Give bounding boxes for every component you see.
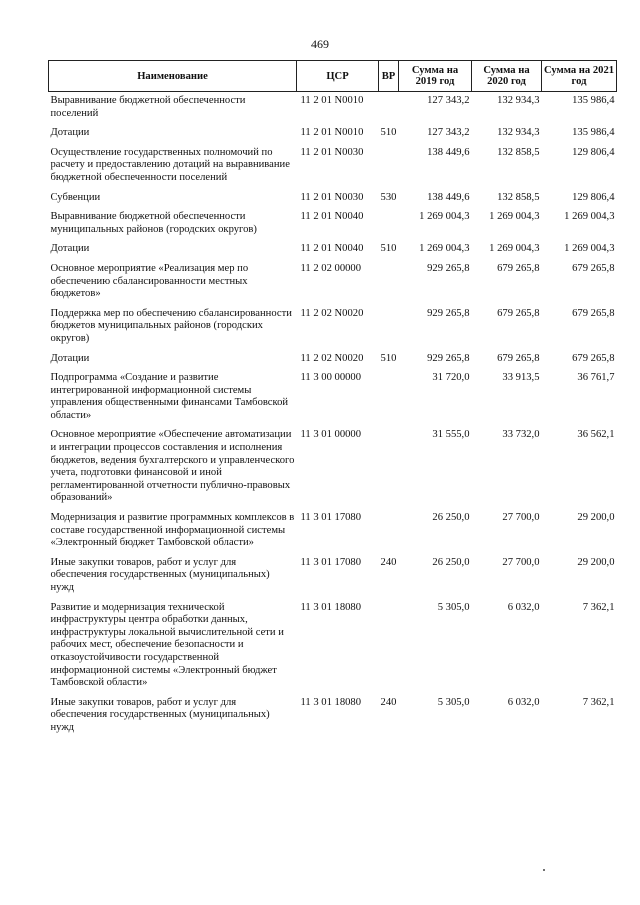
table-row xyxy=(49,240,617,260)
cell-sum-2019: 929 265,8 xyxy=(427,307,470,319)
table-row xyxy=(49,554,617,599)
cell-sum-2021: 29 200,0 xyxy=(577,556,615,568)
cell-sum-2019: 26 250,0 xyxy=(432,512,470,524)
cell-csr: 11 2 02 00000 xyxy=(300,262,362,274)
cell-csr: 11 3 01 18080 xyxy=(300,601,362,613)
cell-sum-2019: 1 269 004,3 xyxy=(419,211,470,223)
scan-speck xyxy=(543,869,545,871)
cell-sum-2019: 1 269 004,3 xyxy=(419,243,470,255)
cell-vr xyxy=(379,305,399,350)
cell-name: Иные закупки товаров, работ и услуг для обеспечения государственных (муниципальных) нужд xyxy=(50,556,270,593)
table-row xyxy=(49,92,617,125)
cell-csr: 11 2 01 N0040 xyxy=(300,243,364,255)
table-row xyxy=(49,305,617,350)
page-number: 469 xyxy=(311,37,329,51)
cell-sum-2021: 135 986,4 xyxy=(572,127,615,139)
cell-name: Субвенции xyxy=(50,191,101,203)
cell-csr: 11 3 00 00000 xyxy=(300,372,362,384)
cell-vr xyxy=(379,208,399,240)
cell-vr xyxy=(379,144,399,189)
cell-sum-2021: 679 265,8 xyxy=(572,307,615,319)
cell-csr: 11 3 01 18080 xyxy=(300,696,362,708)
table-row xyxy=(49,350,617,370)
cell-sum-2021: 129 806,4 xyxy=(572,191,615,203)
header-row xyxy=(49,61,617,92)
cell-vr: 240 xyxy=(380,556,397,568)
cell-sum-2021: 36 562,1 xyxy=(577,429,615,441)
cell-csr: 11 3 01 17080 xyxy=(300,512,362,524)
cell-name: Подпрограмма «Создание и развитие интегрированной информационной системы управления общественными финансами Тамбовской области» xyxy=(50,372,289,421)
cell-name: Поддержка мер по обеспечению сбалансированности бюджетов муниципальных районов (городских округов) xyxy=(50,307,292,344)
cell-sum-2019: 5 305,0 xyxy=(437,601,470,613)
cell-sum-2020: 1 269 004,3 xyxy=(489,211,540,223)
cell-sum-2020: 132 934,3 xyxy=(497,127,540,139)
cell-sum-2020: 679 265,8 xyxy=(497,262,540,274)
cell-vr: 510 xyxy=(380,127,397,139)
header-sum-2021: Сумма на 2021 год xyxy=(542,61,617,92)
cell-vr: 530 xyxy=(380,191,397,203)
cell-sum-2021: 679 265,8 xyxy=(572,262,615,274)
cell-csr: 11 2 01 N0030 xyxy=(300,191,364,203)
cell-name: Иные закупки товаров, работ и услуг для обеспечения государственных (муниципальных) нужд xyxy=(50,696,270,733)
header-csr: ЦСР xyxy=(297,61,379,92)
header-sum-2020: Сумма на 2020 год xyxy=(472,61,542,92)
cell-csr: 11 2 01 N0030 xyxy=(300,146,364,158)
cell-name: Выравнивание бюджетной обеспеченности поселений xyxy=(50,95,246,119)
cell-sum-2021: 29 200,0 xyxy=(577,512,615,524)
table-row xyxy=(49,189,617,209)
table-row xyxy=(49,124,617,144)
cell-sum-2021: 679 265,8 xyxy=(572,352,615,364)
table-row xyxy=(49,208,617,240)
cell-sum-2019: 929 265,8 xyxy=(427,262,470,274)
table-row xyxy=(49,599,617,694)
table-body xyxy=(49,92,617,739)
cell-name: Осуществление государственных полномочий по расчету и предоставлению дотаций на выравнивание бюджетной обеспеченности поселений xyxy=(50,146,290,183)
header-sum-2019: Сумма на 2019 год xyxy=(399,61,472,92)
cell-sum-2021: 7 362,1 xyxy=(582,696,615,708)
cell-name: Дотации xyxy=(50,243,90,255)
cell-sum-2021: 1 269 004,3 xyxy=(564,211,615,223)
cell-sum-2020: 33 732,0 xyxy=(502,429,540,441)
cell-vr xyxy=(379,426,399,509)
cell-sum-2020: 132 858,5 xyxy=(497,146,540,158)
cell-csr: 11 2 01 N0040 xyxy=(300,211,364,223)
cell-sum-2021: 36 761,7 xyxy=(577,372,615,384)
cell-sum-2019: 31 720,0 xyxy=(432,372,470,384)
cell-sum-2020: 27 700,0 xyxy=(502,556,540,568)
cell-sum-2020: 679 265,8 xyxy=(497,352,540,364)
cell-sum-2020: 27 700,0 xyxy=(502,512,540,524)
cell-sum-2019: 138 449,6 xyxy=(427,191,470,203)
cell-sum-2021: 135 986,4 xyxy=(572,95,615,106)
cell-sum-2019: 5 305,0 xyxy=(437,696,470,708)
cell-sum-2019: 31 555,0 xyxy=(432,429,470,441)
table-row xyxy=(49,509,617,554)
budget-table xyxy=(48,60,617,739)
cell-vr xyxy=(379,509,399,554)
cell-sum-2020: 6 032,0 xyxy=(507,601,540,613)
cell-csr: 11 2 01 N0010 xyxy=(300,95,364,106)
table-row xyxy=(49,144,617,189)
cell-csr: 11 2 01 N0010 xyxy=(300,127,364,139)
cell-sum-2020: 1 269 004,3 xyxy=(489,243,540,255)
cell-name: Основное мероприятие «Реализация мер по обеспечению сбалансированности местных бюджетов» xyxy=(50,262,249,300)
cell-sum-2019: 127 343,2 xyxy=(427,95,470,106)
header-vr: ВР xyxy=(379,61,399,92)
table-row xyxy=(49,426,617,509)
cell-csr: 11 3 01 17080 xyxy=(300,556,362,568)
cell-sum-2019: 26 250,0 xyxy=(432,556,470,568)
cell-vr: 240 xyxy=(380,696,397,708)
cell-sum-2020: 679 265,8 xyxy=(497,307,540,319)
cell-sum-2020: 132 934,3 xyxy=(497,95,540,106)
cell-name: Дотации xyxy=(50,127,90,139)
cell-sum-2020: 132 858,5 xyxy=(497,191,540,203)
cell-csr: 11 3 01 00000 xyxy=(300,429,362,441)
cell-name: Выравнивание бюджетной обеспеченности муниципальных районов (городских округов) xyxy=(50,211,257,235)
cell-sum-2021: 1 269 004,3 xyxy=(564,243,615,255)
cell-vr xyxy=(379,260,399,305)
cell-sum-2019: 127 343,2 xyxy=(427,127,470,139)
cell-sum-2019: 929 265,8 xyxy=(427,352,470,364)
cell-vr xyxy=(379,599,399,694)
table-row xyxy=(49,369,617,426)
cell-sum-2019: 138 449,6 xyxy=(427,146,470,158)
cell-vr: 510 xyxy=(380,352,397,364)
cell-sum-2021: 7 362,1 xyxy=(582,601,615,613)
cell-vr xyxy=(379,369,399,426)
cell-name: Модернизация и развитие программных комплексов в составе государственной информационной системы «Электронный бюджет Тамбовской области» xyxy=(50,512,295,549)
cell-csr: 11 2 02 N0020 xyxy=(300,307,364,319)
cell-vr: 510 xyxy=(380,243,397,255)
cell-vr xyxy=(379,92,399,125)
cell-name: Дотации xyxy=(50,352,90,364)
cell-name: Развитие и модернизация технической инфраструктуры центра обработки данных, инфраструктуры локальной вычислительной сети и рабочих мест, обеспечение безопасности и отказоустойчивости государственной информационной системы «Электронный бюджет Тамбовской области» xyxy=(50,601,284,689)
table-row xyxy=(49,260,617,305)
cell-name: Основное мероприятие «Обеспечение автоматизации и интеграции процессов составления и исполнения бюджетов, ведения бухгалтерского и управленческого учета, подготовки финансовой и иной регламентированной отчетности публично-правовых образований» xyxy=(50,429,295,504)
cell-sum-2020: 33 913,5 xyxy=(502,372,540,384)
cell-sum-2020: 6 032,0 xyxy=(507,696,540,708)
header-name: Наименование xyxy=(49,61,297,92)
table-row xyxy=(49,694,617,739)
cell-sum-2021: 129 806,4 xyxy=(572,146,615,158)
cell-csr: 11 2 02 N0020 xyxy=(300,352,364,364)
